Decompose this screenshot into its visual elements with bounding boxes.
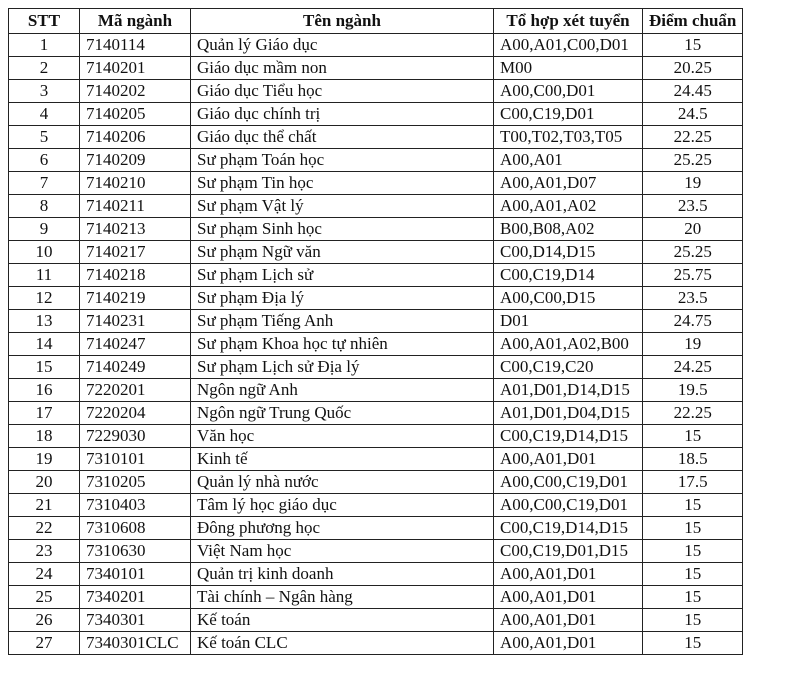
table-row: [9, 609, 743, 632]
cell-major-code: 7140209: [80, 149, 191, 172]
cell-subject-combination: C00,C19,D14,D15: [494, 517, 643, 540]
table-row: [9, 517, 743, 540]
cell-stt: 16: [9, 379, 80, 402]
cell-cutoff-score: 24.25: [643, 356, 743, 379]
cell-subject-combination: T00,T02,T03,T05: [494, 126, 643, 149]
cell-stt: 2: [9, 57, 80, 80]
cell-major-name: Quản trị kinh doanh: [191, 563, 494, 586]
table-row: [9, 241, 743, 264]
cell-cutoff-score: 20: [643, 218, 743, 241]
cell-subject-combination: A00,A01,D07: [494, 172, 643, 195]
cell-subject-combination: A01,D01,D04,D15: [494, 402, 643, 425]
cell-major-name: Kế toán: [191, 609, 494, 632]
cell-major-code: 7140213: [80, 218, 191, 241]
cell-subject-combination: A00,C00,D15: [494, 287, 643, 310]
cell-subject-combination: B00,B08,A02: [494, 218, 643, 241]
cell-stt: 10: [9, 241, 80, 264]
header-major-name: Tên ngành: [191, 9, 494, 34]
cell-major-code: 7140247: [80, 333, 191, 356]
table-row: [9, 103, 743, 126]
table-row: [9, 471, 743, 494]
cell-subject-combination: A01,D01,D14,D15: [494, 379, 643, 402]
cell-major-code: 7310608: [80, 517, 191, 540]
cell-major-name: Kế toán CLC: [191, 632, 494, 655]
table-row: [9, 425, 743, 448]
cell-cutoff-score: 24.75: [643, 310, 743, 333]
cell-cutoff-score: 24.45: [643, 80, 743, 103]
cell-major-code: 7340201: [80, 586, 191, 609]
cell-cutoff-score: 25.75: [643, 264, 743, 287]
table-row: [9, 333, 743, 356]
cell-stt: 14: [9, 333, 80, 356]
cell-stt: 26: [9, 609, 80, 632]
cell-cutoff-score: 15: [643, 632, 743, 655]
header-major-code: Mã ngành: [80, 9, 191, 34]
cell-major-code: 7220204: [80, 402, 191, 425]
cell-subject-combination: C00,C19,D01: [494, 103, 643, 126]
cell-cutoff-score: 20.25: [643, 57, 743, 80]
cell-stt: 21: [9, 494, 80, 517]
cell-major-name: Tâm lý học giáo dục: [191, 494, 494, 517]
cell-subject-combination: A00,A01,D01: [494, 448, 643, 471]
cell-subject-combination: C00,D14,D15: [494, 241, 643, 264]
cell-cutoff-score: 15: [643, 586, 743, 609]
cell-stt: 7: [9, 172, 80, 195]
table-row: [9, 494, 743, 517]
cell-stt: 6: [9, 149, 80, 172]
cell-major-name: Giáo dục thể chất: [191, 126, 494, 149]
cell-major-code: 7140217: [80, 241, 191, 264]
table-row: [9, 264, 743, 287]
cell-subject-combination: A00,A01,D01: [494, 609, 643, 632]
cell-stt: 12: [9, 287, 80, 310]
cell-subject-combination: A00,A01,A02: [494, 195, 643, 218]
cell-major-name: Sư phạm Sinh học: [191, 218, 494, 241]
cell-stt: 17: [9, 402, 80, 425]
table-row: [9, 287, 743, 310]
table-row: [9, 195, 743, 218]
cell-major-code: 7140202: [80, 80, 191, 103]
cell-major-code: 7340101: [80, 563, 191, 586]
cell-subject-combination: A00,C00,C19,D01: [494, 494, 643, 517]
cell-major-code: 7340301CLC: [80, 632, 191, 655]
cell-stt: 23: [9, 540, 80, 563]
table-row: [9, 632, 743, 655]
cell-cutoff-score: 23.5: [643, 195, 743, 218]
cell-major-code: 7140218: [80, 264, 191, 287]
cell-major-name: Việt Nam học: [191, 540, 494, 563]
admission-scores-table: [8, 8, 743, 655]
cell-cutoff-score: 15: [643, 34, 743, 57]
cell-major-name: Sư phạm Ngữ văn: [191, 241, 494, 264]
cell-major-code: 7310630: [80, 540, 191, 563]
cell-major-code: 7310403: [80, 494, 191, 517]
cell-cutoff-score: 15: [643, 563, 743, 586]
cell-subject-combination: A00,A01,D01: [494, 563, 643, 586]
admission-scores-document: [8, 8, 743, 655]
table-row: [9, 586, 743, 609]
cell-major-code: 7310205: [80, 471, 191, 494]
cell-major-name: Sư phạm Tiếng Anh: [191, 310, 494, 333]
table-row: [9, 310, 743, 333]
table-row: [9, 80, 743, 103]
cell-stt: 25: [9, 586, 80, 609]
cell-major-name: Kinh tế: [191, 448, 494, 471]
cell-cutoff-score: 19: [643, 172, 743, 195]
cell-stt: 13: [9, 310, 80, 333]
cell-cutoff-score: 15: [643, 609, 743, 632]
cell-cutoff-score: 25.25: [643, 149, 743, 172]
cell-subject-combination: A00,A01,A02,B00: [494, 333, 643, 356]
cell-cutoff-score: 19.5: [643, 379, 743, 402]
cell-major-name: Đông phương học: [191, 517, 494, 540]
cell-stt: 5: [9, 126, 80, 149]
table-row: [9, 172, 743, 195]
cell-stt: 27: [9, 632, 80, 655]
cell-stt: 18: [9, 425, 80, 448]
cell-major-code: 7140201: [80, 57, 191, 80]
cell-major-name: Giáo dục chính trị: [191, 103, 494, 126]
table-row: [9, 356, 743, 379]
cell-stt: 22: [9, 517, 80, 540]
cell-subject-combination: C00,C19,D14: [494, 264, 643, 287]
cell-major-name: Giáo dục mầm non: [191, 57, 494, 80]
cell-cutoff-score: 24.5: [643, 103, 743, 126]
cell-cutoff-score: 23.5: [643, 287, 743, 310]
cell-major-name: Sư phạm Vật lý: [191, 195, 494, 218]
cell-subject-combination: A00,C00,D01: [494, 80, 643, 103]
table-row: [9, 379, 743, 402]
table-row: [9, 448, 743, 471]
cell-stt: 20: [9, 471, 80, 494]
cell-subject-combination: A00,A01,C00,D01: [494, 34, 643, 57]
cell-major-name: Tài chính – Ngân hàng: [191, 586, 494, 609]
cell-subject-combination: A00,C00,C19,D01: [494, 471, 643, 494]
cell-cutoff-score: 15: [643, 425, 743, 448]
cell-major-code: 7140219: [80, 287, 191, 310]
cell-major-name: Sư phạm Toán học: [191, 149, 494, 172]
table-row: [9, 563, 743, 586]
table-row: [9, 149, 743, 172]
table-row: [9, 402, 743, 425]
table-row: [9, 126, 743, 149]
cell-major-code: 7140211: [80, 195, 191, 218]
cell-major-name: Sư phạm Lịch sử: [191, 264, 494, 287]
cell-subject-combination: A00,A01: [494, 149, 643, 172]
cell-major-code: 7229030: [80, 425, 191, 448]
cell-major-name: Văn học: [191, 425, 494, 448]
cell-stt: 19: [9, 448, 80, 471]
cell-subject-combination: C00,C19,D14,D15: [494, 425, 643, 448]
cell-major-code: 7140249: [80, 356, 191, 379]
cell-major-code: 7340301: [80, 609, 191, 632]
cell-subject-combination: C00,C19,D01,D15: [494, 540, 643, 563]
cell-major-name: Quản lý nhà nước: [191, 471, 494, 494]
cell-cutoff-score: 22.25: [643, 126, 743, 149]
cell-major-name: Ngôn ngữ Trung Quốc: [191, 402, 494, 425]
cell-stt: 9: [9, 218, 80, 241]
cell-stt: 15: [9, 356, 80, 379]
cell-cutoff-score: 17.5: [643, 471, 743, 494]
cell-major-name: Sư phạm Địa lý: [191, 287, 494, 310]
cell-stt: 24: [9, 563, 80, 586]
cell-cutoff-score: 19: [643, 333, 743, 356]
cell-major-code: 7140205: [80, 103, 191, 126]
cell-major-code: 7140114: [80, 34, 191, 57]
cell-cutoff-score: 18.5: [643, 448, 743, 471]
cell-major-name: Sư phạm Tin học: [191, 172, 494, 195]
cell-major-name: Sư phạm Khoa học tự nhiên: [191, 333, 494, 356]
table-row: [9, 540, 743, 563]
cell-cutoff-score: 15: [643, 540, 743, 563]
cell-subject-combination: A00,A01,D01: [494, 632, 643, 655]
header-stt: STT: [9, 9, 80, 34]
table-body: [9, 34, 743, 655]
table-row: [9, 218, 743, 241]
cell-subject-combination: A00,A01,D01: [494, 586, 643, 609]
cell-subject-combination: D01: [494, 310, 643, 333]
cell-major-name: Ngôn ngữ Anh: [191, 379, 494, 402]
cell-stt: 1: [9, 34, 80, 57]
cell-stt: 4: [9, 103, 80, 126]
cell-major-name: Quản lý Giáo dục: [191, 34, 494, 57]
cell-stt: 3: [9, 80, 80, 103]
cell-stt: 11: [9, 264, 80, 287]
cell-cutoff-score: 22.25: [643, 402, 743, 425]
cell-subject-combination: M00: [494, 57, 643, 80]
cell-major-name: Giáo dục Tiểu học: [191, 80, 494, 103]
cell-major-code: 7310101: [80, 448, 191, 471]
cell-major-code: 7220201: [80, 379, 191, 402]
cell-major-code: 7140210: [80, 172, 191, 195]
cell-cutoff-score: 15: [643, 517, 743, 540]
cell-stt: 8: [9, 195, 80, 218]
cell-major-name: Sư phạm Lịch sử Địa lý: [191, 356, 494, 379]
table-row: [9, 34, 743, 57]
cell-subject-combination: C00,C19,C20: [494, 356, 643, 379]
table-header-row: [9, 9, 743, 34]
cell-major-code: 7140206: [80, 126, 191, 149]
cell-cutoff-score: 25.25: [643, 241, 743, 264]
cell-cutoff-score: 15: [643, 494, 743, 517]
header-cutoff-score: Điểm chuẩn: [643, 9, 743, 34]
header-subject-combination: Tổ hợp xét tuyển: [494, 9, 643, 34]
cell-major-code: 7140231: [80, 310, 191, 333]
table-row: [9, 57, 743, 80]
